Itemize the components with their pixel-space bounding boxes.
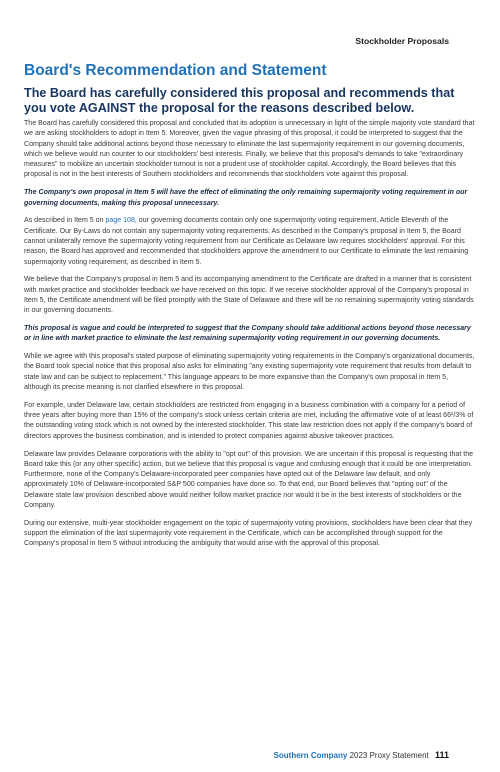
footer-doc-title: 2023 Proxy Statement (349, 751, 429, 760)
section-header: Stockholder Proposals (355, 36, 449, 46)
paragraph-2-end: , our governing documents contain only one supermajority voting requirement, Article Eleventh of the Certificate. Our By-Laws do not contain any supermajority voting requirements. As described in the Company's proposal in Item 5, the Board cannot unilaterally remove the supermajority voting requirement from our Certificate as Delaware law requires stockholders' approval. For this reason, the Board has approved and recommended that stockholders approve the amendment to our Certificate to eliminate the last remaining supermajority voting requirement, as described in Item 5. (24, 217, 469, 266)
page-subtitle: The Board has carefully considered this proposal and recommends that you vote AGAINST the proposal for the reasons described below. (24, 86, 455, 115)
paragraph-3: We believe that the Company's proposal in Item 5 and its accompanying amendment to the Certificate are drafted in a manner that is consistent with market practice and stockholder feedback we have received on this topic. If we receive stockholder approval of the Company's proposal in Item 5, the Certificate amendment will be filed promptly with the State of Delaware and there will be no remaining supermajority voting standards in our governing documents. (24, 276, 474, 315)
page-footer (274, 750, 449, 760)
paragraph-5: For example, under Delaware law, certain stockholders are restricted from engaging in a business combination with a company for a period of three years after buying more than 15% of the company's stock unless certain criteria are met, including the affirmative vote of at least 66²/3% of the outstanding voting stock which is not owned by the interested stockholder. This state law restriction does not apply if the company's board of directors approves the business combination, and is intended to protect companies against abusive takeover practices. (24, 401, 474, 440)
paragraph-2-start: As described in Item 5 on (24, 217, 106, 225)
paragraph-6: Delaware law provides Delaware corporations with the ability to "opt out" of this provision. We are uncertain if this proposal is requesting that the Board take this (or any other specific) action, but we believe that this proposal is vague and confusing enough that it could be one interpretation. Furthermore, none of the Company's Delaware-incorporated peer companies have opted out of the Delaware law default, and only approximately 10% of Delaware-incorporated S&P 500 companies have done so. To that end, our Board believes that "opting out" of the Delaware state law provision described above would neither follow market practice nor would it be in the best interests of stockholders or the Company. (24, 450, 474, 509)
page-108-link[interactable]: page 108 (105, 217, 135, 225)
page-number: 111 (434, 750, 449, 760)
paragraph-1: The Board has carefully considered this proposal and concluded that its adoption is unnecessary in light of the simple majority vote standard that we are asking stockholders to adopt in Item 5. Moreover, given the vague phrasing of this proposal, it could be interpreted to suggest that the Company should take additional actions beyond those necessary to eliminate the last supermajority requirement in our governing documents, which we believe would run counter to our stockholders' best interests. Finally, we believe that this proposal's demands to take "extraordinary measures" to mobilize an uncertain stockholder turnout is not a prudent use of stockholder capital. Accordingly, the Board believes that this proposal is not in the best interests of Southern stockholders and recommends that stockholders vote against this proposal. (24, 120, 475, 179)
paragraph-2 (24, 216, 476, 267)
main-content (24, 62, 476, 557)
paragraph-4: While we agree with this proposal's stated purpose of eliminating supermajority voting requirements in the Company's organizational documents, the Board took special notice that this proposal also asks for eliminating "any existing supermajority vote requirement that results from default to state law and can be subject to replacement." This language appears to be more expansive than the Company's own proposal in Item 5, although its precise meaning is not clarified elsewhere in this proposal. (24, 353, 475, 392)
page-title: Board's Recommendation and Statement (24, 62, 327, 79)
footer-company: Southern Company (273, 751, 348, 760)
paragraph-7: During our extensive, multi-year stockholder engagement on the topic of supermajority voting provisions, stockholders have been clear that they support the elimination of the last supermajority vote requirement in the Certificate, which can be accomplished through support for the Company's proposal in Item 5 without introducing the ambiguity that would arise with the approval of this proposal. (24, 519, 473, 548)
emphasis-paragraph-1: The Company's own proposal in Item 5 will have the effect of eliminating the only remaining supermajority voting requirement in our governing documents, making this proposal unnecessary. (24, 189, 468, 207)
emphasis-paragraph-2: This proposal is vague and could be interpreted to suggest that the Company should take additional actions beyond those necessary or in line with market practice to eliminate the last remaining supermajority voting requirement in our governing documents. (24, 325, 471, 343)
